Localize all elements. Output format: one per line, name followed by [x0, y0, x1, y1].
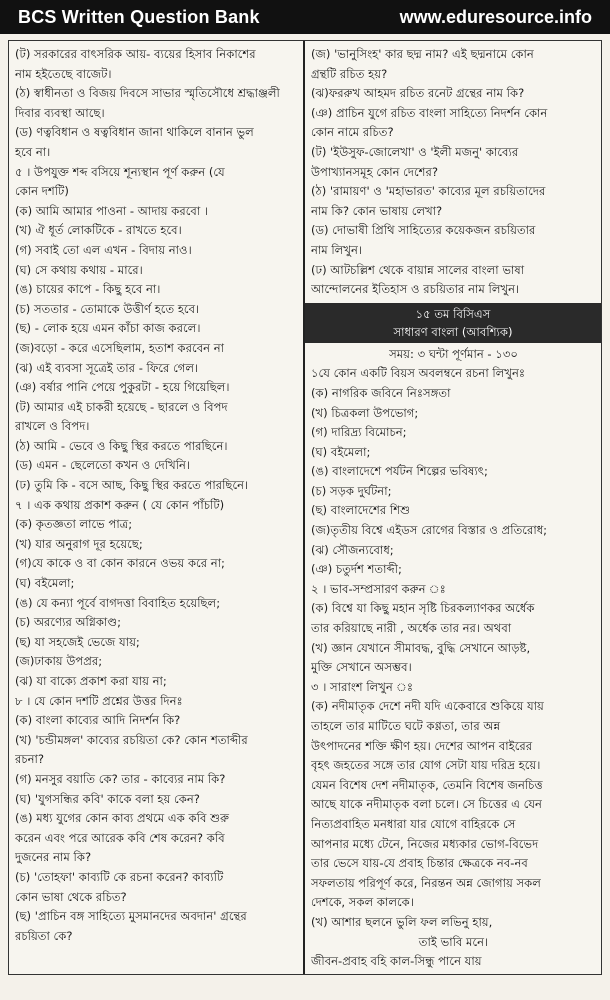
- text-line: (ছ) - লোক হয়ে এমন কাঁচা কাজ করলে।: [15, 321, 201, 336]
- text-line: (ঝ) যা বাক্যে প্রকাশ করা যায় না;: [15, 674, 167, 688]
- text-line: (ঘ) বইমেলা;: [15, 576, 75, 591]
- text-line: নাম লিখুন।: [311, 242, 363, 257]
- text-line: রচনা?: [15, 752, 45, 767]
- text-line: (খ) ঐ ধূর্ত লোকটিকে - রাখতে হবে।: [15, 223, 182, 238]
- text-line: (ঞ) বর্ষার পানি পেয়ে পুকুরটা - হয়ে গিয়েছিল।: [15, 380, 230, 395]
- text-line: সময়: ৩ ঘন্টা পূর্ণমান - ১৩০: [389, 346, 518, 361]
- text-line: রাখলে ও বিপদ।: [15, 419, 90, 434]
- text-line: নাম হইতেছে বাজেট।: [15, 66, 112, 81]
- right-column-exam-questions: [311, 345, 596, 972]
- text-line: (ঠ) আমি - ভেবে ও কিছু স্থির করতে পারছিনে।: [15, 438, 228, 453]
- document-page: [8, 40, 602, 975]
- text-line: (ছ) 'প্রাচিন বঙ্গ সাহিত্যে মুসমানদের অবদান' গ্রন্থের: [15, 909, 247, 924]
- text-line: দেশকে, সকল কালকে।: [311, 895, 414, 910]
- right-column-questions: [311, 45, 596, 300]
- text-line: (ক) আমি আমার পাওনা - আদায় করবো ।: [15, 203, 209, 218]
- text-line: (ক) কৃতজ্ঞতা লাভে পাত্র;: [15, 517, 133, 532]
- page-header: [0, 0, 610, 34]
- text-line: (ঘ) 'যুগসন্ধির কবি' কাকে বলা হয় কেন?: [15, 791, 200, 806]
- text-line: (ছ) যা সহজেই ভেজে যায়;: [15, 634, 140, 649]
- text-line: (ট) সরকারের বাৎসরিক আয়- ব্যয়ের হিসাব নিকাশের: [15, 47, 256, 61]
- text-line: (ঙ) যে কন্যা পূর্বে বাগদত্তা বিবাহিত হয়েছিল;: [15, 595, 221, 610]
- text-line: (খ) 'চন্ডীমঙ্গল' কাব্যের রচয়িতা কে? কোন শতাব্দীর: [15, 732, 248, 747]
- text-line: তাহলে তার মাটিতে ঘটে কণ্ণতা, তার অন্ন: [311, 719, 501, 733]
- text-line: (ঙ) চায়ের কাপে - কিছু হবে না।: [15, 282, 161, 297]
- text-line: তার করিয়াছে নারী , অর্ধেক তার নর। অথবা: [311, 621, 512, 636]
- page-footer: [0, 978, 610, 1000]
- text-line: নাম কি? কোন ভাষায় লেখা?: [311, 203, 443, 218]
- text-line: (ঢ) আটচল্লিশ থেকে বায়ান্ন সালের বাংলা ভাষা: [311, 262, 525, 277]
- text-line: যেমন বিশেষ দেশ নদীমাতৃক, তেমনি বিশেষ জনচিত্ত: [311, 777, 543, 792]
- header-site-url[interactable]: www.eduresource.info: [399, 6, 592, 27]
- text-line: (গ) মনসুর বয়াতি কে? তার - কাব্যের নাম কি?: [15, 771, 226, 786]
- text-line: সফলতায় পরিপূর্ণ করে, নিরন্তন অন্ন জোগায় সকল: [311, 875, 541, 890]
- text-line: গ্রন্থটি রচিত হয়?: [311, 66, 388, 81]
- text-line: কোন দশটি): [15, 184, 69, 199]
- text-line: (ঘ) বইমেলা;: [311, 444, 371, 459]
- text-line: (ঠ) স্বাধীনতা ও বিজয় দিবসে সাভার স্মৃতিসৌধে শ্রদ্ধাঞ্জলী: [15, 86, 280, 101]
- text-line: (জ)তৃতীয় বিশ্বে এইডস রোগের বিস্তার ও প্রতিরোধ;: [311, 523, 548, 538]
- text-line: (ঝ) সৌজন্যবোধ;: [311, 542, 394, 557]
- text-line: তাই ভাবি মনে।: [418, 934, 489, 949]
- text-line: জীবন-প্রবাহ বহি কাল-সিন্ধু পানে যায়: [311, 954, 482, 969]
- text-line: (ঞ) চতুর্দশ শতাব্দী;: [311, 562, 402, 577]
- exam-subject: সাধারণ বাংলা (আবশ্যিক): [393, 324, 513, 339]
- header-title: BCS Written Question Bank: [18, 6, 260, 27]
- text-line: (ঢ) তুমি কি - বসে আছ, কিছু স্থির করতে পারছিনে।: [15, 478, 249, 493]
- text-line: (চ) সড়ক দুর্ঘটনা;: [311, 483, 392, 498]
- text-line: (খ) জ্ঞান যেখানে সীমাবদ্ধ, বুদ্ধি সেখানে আড়ষ্ট,: [311, 640, 531, 655]
- text-line: (ড) ণত্ববিধান ও ষত্ববিধান জানা থাকিলে বানান ভুল: [15, 125, 254, 140]
- text-line: (ক) নদীমাতৃক দেশে নদী যদি একেবারে শুকিয়ে যায়: [311, 699, 544, 714]
- text-line: ৩ । সারাংশ লিখুন ঃ: [311, 679, 414, 694]
- text-line: রচয়িতা কে?: [15, 928, 73, 943]
- text-line: (ক) বিশ্বে যা কিছু মহান সৃষ্টি চিরকল্যাণকর অর্ধেক: [311, 601, 535, 616]
- exam-title-box: [305, 303, 601, 343]
- text-line: কোন নামে রচিত?: [311, 125, 394, 140]
- text-line: (ঙ) মধ্য যুগের কোন কাব্য প্রথমে এক কবি শুরু: [15, 811, 229, 826]
- text-line: আছে যাকে নদীমাতৃক বলা চলে। সে চিত্তের এ যেন: [311, 797, 542, 812]
- text-line: ২ । ভাব-সম্প্রসারণ করুন ঃ: [311, 581, 446, 596]
- text-line: ৮ । যে কোন দশটি প্রশ্নের উত্তর দিনঃ: [15, 693, 183, 708]
- text-line: (ড) দোভাষী প্রিথি সাহিত্যের কয়েকজন রচয়িতার: [311, 223, 536, 238]
- text-line: দিবার ব্যবস্থা আছে।: [15, 105, 105, 120]
- text-line: বৃহৎ জহতের সঙ্গে তার যোগ সেটা যায় দরিদ্র হয়ে।: [311, 758, 541, 773]
- text-line: উৎপাদনের শক্তি ক্ষীণ হয়। দেশের আপন বাইরের: [311, 738, 533, 753]
- text-line: (খ) যার অনুরাগ দূর হয়েছে;: [15, 536, 143, 551]
- text-line: (খ) আশার ছলনে ভুলি ফল লভিনু হায়,: [311, 914, 493, 929]
- text-line: ১যে কোন একটি বিয়স অবলম্বনে রচনা লিখুনঃ: [311, 366, 526, 381]
- text-line: করেন এবং পরে আরেক কবি শেষ করেন? কবি: [15, 830, 225, 845]
- text-line: (চ) সততার - তোমাকে উত্তীর্ণ হতে হবে।: [15, 301, 200, 316]
- text-line: আপনার মধ্যে টেনে, নিজের মধ্যকার ভোগ-বিভেদ: [311, 836, 539, 851]
- text-line: উপাখ্যানসমূহ কোন দেশের?: [311, 164, 439, 179]
- text-line: (ট) 'ইউসুফ-জোলেখা' ও 'ইলী মজনু' কাব্যের: [311, 144, 519, 159]
- text-line: তার ভেসে যায়-যে প্রবাহ চিন্তার ক্ষেত্রকে নব-নব: [311, 856, 528, 871]
- text-line: (ঠ) 'রামায়ণ' ও 'মহাভারত' কাব্যের মূল রচয়িতাদের: [311, 184, 546, 199]
- text-line: দুজনের নাম কি?: [15, 850, 92, 865]
- left-column: [9, 41, 305, 974]
- text-line: নিত্যপ্রবাহিত মনধারা যার যোগে বাহিরকে সে: [311, 816, 516, 831]
- text-line: (ঞ) প্রাচিন যুগে রচিত বাংলা সাহিত্যে নিদর্শন কোন: [311, 105, 548, 120]
- text-line: (জ)ঢাকায় উপপ্রর;: [15, 654, 103, 669]
- text-line: (ক) বাংলা কাব্যের আদি নিদর্শন কি?: [15, 713, 181, 728]
- text-line: ৫ । উপযুক্ত শব্দ বসিয়ে শূন্যস্থান পূর্ণ করুন (যে: [15, 164, 225, 179]
- text-line: (ড) এমন - ছেলেতো কখন ও দেখিনি।: [15, 458, 191, 473]
- exam-number: ১৫ তম বিসিএস: [415, 306, 491, 321]
- text-line: হবে না।: [15, 144, 51, 159]
- text-line: (জ) 'ভানুসিংহ' কার ছদ্ম নাম? এই ছদ্মনামে কোন: [311, 47, 534, 61]
- text-line: (গ) দারিদ্র্য বিমোচন;: [311, 425, 407, 440]
- text-line: (ঝ)ফররুখ আহমদ রচিত রনেট গ্রন্থের নাম কি?: [311, 86, 525, 101]
- text-line: (গ)যে কাকে ও বা কোন কারনে ওভয় করে না;: [15, 556, 225, 571]
- text-line: আন্দোলনের ইতিহাস ও রচয়িতার নাম লিখুন।: [311, 282, 520, 297]
- text-line: (খ) চিত্রকলা উপভোগ;: [311, 405, 419, 420]
- text-line: ৭ । এক কথায় প্রকাশ করুন ( যে কোন পাঁচটি): [15, 497, 225, 512]
- text-line: (চ) অরণ্যের অগ্নিকাণ্ড;: [15, 615, 122, 630]
- text-line: (ঙ) বাংলাদেশে পর্যটন শিল্পের ভবিষ্যৎ;: [311, 464, 488, 479]
- text-line: (চ) 'তোহফা' কাব্যটি কে রচনা করেন? কাব্যটি: [15, 869, 224, 884]
- text-line: মুক্তি সেখানে অসম্ভব।: [311, 660, 412, 675]
- text-line: (ঝ) এই ব্যবসা সূত্রেই তার - ফিরে গেল।: [15, 360, 199, 375]
- right-column: [305, 41, 601, 974]
- text-line: (ঘ) সে কথায় কথায় - মারে।: [15, 262, 143, 277]
- text-line: কোন ভাষা থেকে রচিত?: [15, 889, 127, 904]
- text-line: (ছ) বাংলাদেশের শিশু: [311, 503, 411, 518]
- text-line: (ট) আমার এই চাকরী হয়েছে - ছারলে ও বিপদ: [15, 399, 228, 414]
- text-line: (জ)বড়ো - করে এসেছিলাম, হতাশ করবেন না: [15, 340, 225, 355]
- text-line: (গ) সবাই তো এল এখন - বিদায় নাও।: [15, 242, 192, 257]
- text-line: (ক) নাগরিক জবিনে নিঃসঙ্গতা: [311, 385, 451, 400]
